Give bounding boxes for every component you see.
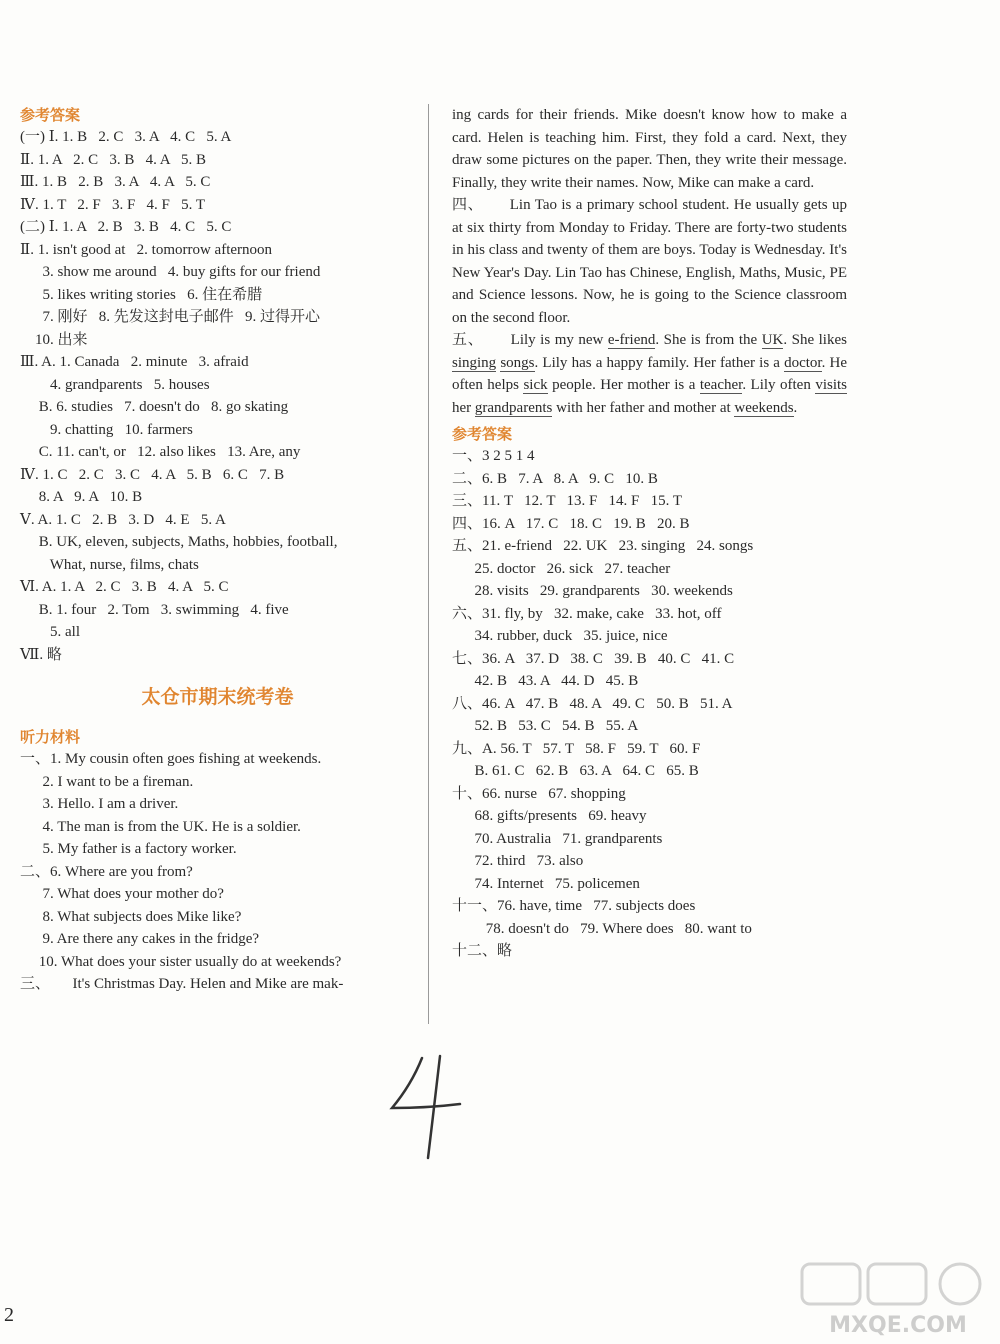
passage-four-text: Lin Tao is a primary school student. He usually gets up at six thirty from Monday to Friday. There are forty-two students in his class and twenty of them are boys. Today is Wednesday. It's New Year's Day. Lin Tao has Chinese, English, Maths, Music, PE and Science lessons. Now, he is going to the Science classroom on the second floor. xyxy=(452,197,847,326)
watermark-logo xyxy=(800,1260,996,1340)
answer-line: Ⅵ. A. 1. A 2. C 3. B 4. A 5. C xyxy=(20,579,229,595)
answer-line: Ⅶ. 略 xyxy=(20,646,62,663)
answer-line: 十一、76. have, time 77. subjects does xyxy=(452,898,696,914)
passage-three: ing cards for their friends. Mike doesn't know how to make a card. Helen is teaching him. First, they fold a card. Next, they draw some pictures on the paper. Then, they write their message. Finally, they write their names. Now, Mike can make a card. xyxy=(452,107,847,191)
answer-line: 70. Australia 71. grandparents xyxy=(452,830,663,847)
answer-line: 72. third 73. also xyxy=(452,853,584,869)
answers-heading-right: 参考答案 xyxy=(452,425,513,443)
underlined-word: doctor xyxy=(784,354,822,371)
answer-line: 9. chatting 10. farmers xyxy=(20,421,193,438)
answer-line: 六、31. fly, by 32. make, cake 33. hot, off xyxy=(452,605,722,622)
listening-line: 3. Hello. I am a driver. xyxy=(20,796,179,812)
answer-line: 7. 刚好 8. 先发这封电子邮件 9. 过得开心 xyxy=(20,309,321,325)
passage-text: people. Her mother is a xyxy=(547,377,700,393)
answer-line: B. 1. four 2. Tom 3. swimming 4. five xyxy=(20,601,289,618)
handwritten-four-mark xyxy=(388,1052,468,1162)
underlined-word: visits xyxy=(815,377,847,393)
listening-line: 4. The man is from the UK. He is a soldier. xyxy=(20,818,301,835)
passage-text: . He often helps xyxy=(452,354,847,393)
listening-line: 二、6. Where are you from? xyxy=(20,863,193,880)
watermark-text: MXQE.COM xyxy=(829,1313,967,1338)
page-number: 2 xyxy=(4,1304,14,1326)
answer-line: 3. show me around 4. buy gifts for our friend xyxy=(20,264,321,280)
passage-text: . She is from the xyxy=(655,332,762,348)
listening-line: 10. What does your sister usually do at weekends? xyxy=(20,953,342,970)
answer-line: 42. B 43. A 44. D 45. B xyxy=(452,673,639,689)
passage-text: her xyxy=(452,399,475,416)
answer-line: 34. rubber, duck 35. juice, nice xyxy=(452,628,668,644)
answer-line: 十、66. nurse 67. shopping xyxy=(452,785,626,802)
answer-line: C. 11. can't, or 12. also likes 13. Are, any xyxy=(20,444,301,460)
listening-line: 9. Are there any cakes in the fridge? xyxy=(20,931,260,947)
answer-line: What, nurse, films, chats xyxy=(20,556,199,573)
answer-line: 74. Internet 75. policemen xyxy=(452,875,640,892)
underlined-word: UK xyxy=(761,332,784,348)
answer-line: 五、21. e-friend 22. UK 23. singing 24. songs xyxy=(452,538,754,554)
answer-line: 七、36. A 37. D 38. C 39. B 40. C 41. C xyxy=(452,650,735,667)
answer-line: 4. grandparents 5. houses xyxy=(20,376,210,393)
answer-line: 68. gifts/presents 69. heavy xyxy=(452,808,647,824)
answer-line: 二、6. B 7. A 8. A 9. C 10. B xyxy=(452,470,658,487)
right-column xyxy=(452,104,847,963)
answers-heading-left: 参考答案 xyxy=(20,106,81,124)
passage-text: . Lily often xyxy=(742,377,816,393)
answer-line: B. 6. studies 7. doesn't do 8. go skating xyxy=(20,399,289,415)
answer-key-list-right xyxy=(452,445,847,963)
answer-line: Ⅲ. 1. B 2. B 3. A 4. A 5. C xyxy=(20,174,211,190)
answer-line: 5. likes writing stories 6. 住在希腊 xyxy=(20,286,263,303)
answer-line: 8. A 9. A 10. B xyxy=(20,489,143,505)
passage-five-label: 五、 xyxy=(452,332,484,348)
listening-line: 2. I want to be a fireman. xyxy=(20,773,194,790)
answer-line: 一、3 2 5 1 4 xyxy=(452,448,535,464)
answer-line: 28. visits 29. grandparents 30. weekends xyxy=(452,583,733,599)
passage-text: Lily is my new xyxy=(510,332,608,348)
answer-line: Ⅳ. 1. C 2. C 3. C 4. A 5. B 6. C 7. B xyxy=(20,466,285,483)
answer-line: (二) Ⅰ. 1. A 2. B 3. B 4. C 5. C xyxy=(20,219,232,235)
answer-line: 八、46. A 47. B 48. A 49. C 50. B 51. A xyxy=(452,695,733,712)
passage-five xyxy=(452,329,847,419)
underlined-word: weekends xyxy=(734,399,794,416)
answer-line: 十二、略 xyxy=(452,943,513,959)
answer-line: B. UK, eleven, subjects, Maths, hobbies, football, xyxy=(20,534,338,550)
underlined-word: grandparents xyxy=(474,399,553,416)
underlined-word: singing xyxy=(452,354,497,371)
answer-line: 78. doesn't do 79. Where does 80. want to xyxy=(452,920,752,937)
answer-line: (一) Ⅰ. 1. B 2. C 3. A 4. C 5. A xyxy=(20,129,232,145)
answer-line: 九、A. 56. T 57. T 58. F 59. T 60. F xyxy=(452,740,701,757)
section-title: 太仓市期末统考卷 xyxy=(141,686,294,708)
passage-text: . She likes xyxy=(783,332,847,348)
answer-line: Ⅴ. A. 1. C 2. B 3. D 4. E 5. A xyxy=(20,511,226,528)
underlined-word: sick xyxy=(523,377,548,393)
passage-text: . xyxy=(793,399,798,416)
passage-text: with her father and mother at xyxy=(552,399,735,416)
left-column xyxy=(20,104,415,996)
listening-line: 8. What subjects does Mike like? xyxy=(20,908,242,925)
answer-line: Ⅱ. 1. isn't good at 2. tomorrow afternoon xyxy=(20,241,273,258)
listening-material-list xyxy=(20,748,415,996)
answer-line: 四、16. A 17. C 18. C 19. B 20. B xyxy=(452,515,690,532)
answer-line: 5. all xyxy=(20,624,80,640)
passage-four-label: 四、 xyxy=(452,197,484,213)
answer-line: B. 61. C 62. B 63. A 64. C 65. B xyxy=(452,763,699,779)
underlined-word: songs xyxy=(500,354,535,371)
answer-key-list xyxy=(20,126,415,666)
passage-four xyxy=(452,194,847,329)
listening-line: 一、1. My cousin often goes fishing at weekends. xyxy=(20,751,322,767)
answer-line: 三、11. T 12. T 13. F 14. F 15. T xyxy=(452,493,683,509)
listening-heading: 听力材料 xyxy=(20,728,81,746)
answer-line: 52. B 53. C 54. B 55. A xyxy=(452,718,639,734)
listening-line: 7. What does your mother do? xyxy=(20,886,224,902)
answer-line: Ⅱ. 1. A 2. C 3. B 4. A 5. B xyxy=(20,151,207,168)
answer-line: Ⅳ. 1. T 2. F 3. F 4. F 5. T xyxy=(20,196,206,213)
column-divider xyxy=(428,104,429,1024)
underlined-word: e-friend xyxy=(607,332,656,348)
answer-line: 10. 出来 xyxy=(20,331,88,348)
answer-line: 25. doctor 26. sick 27. teacher xyxy=(452,560,671,577)
listening-line: 三、 It's Christmas Day. Helen and Mike are mak- xyxy=(20,976,344,992)
underlined-word: teacher xyxy=(699,377,743,393)
listening-line: 5. My father is a factory worker. xyxy=(20,841,237,857)
answer-line: Ⅲ. A. 1. Canada 2. minute 3. afraid xyxy=(20,354,249,370)
passage-text: . Lily has a happy family. Her father is a xyxy=(534,354,785,371)
passage-five-text xyxy=(452,332,847,417)
